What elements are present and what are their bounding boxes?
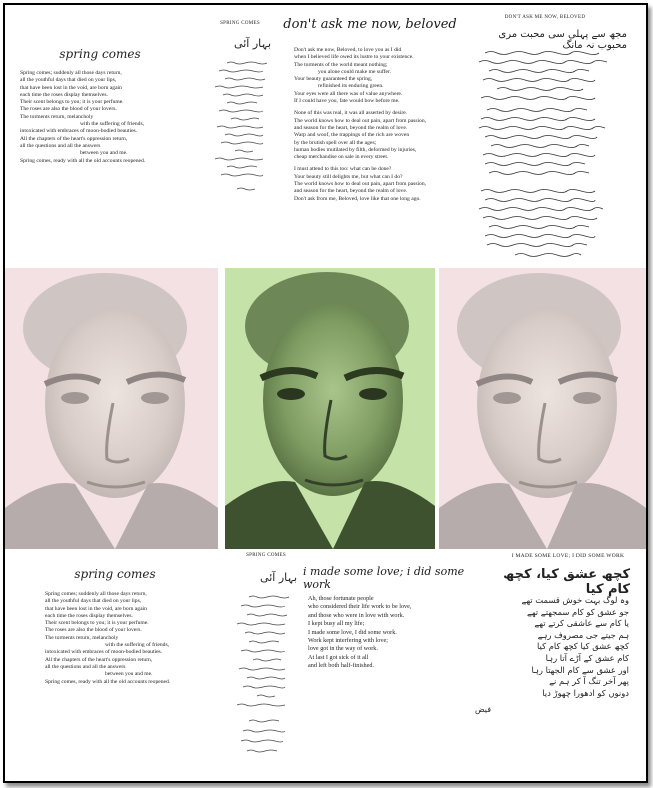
poem-line: The world knows how to deal out pain, apart from passion,	[294, 117, 427, 124]
poem-line: all the youthful days that died on your lips,	[45, 598, 142, 605]
dont-ask-tag: DON'T ASK ME NOW, BELOVED	[504, 15, 586, 20]
portrait-image-left	[5, 268, 218, 549]
spring-comes-poem-bottom	[45, 591, 225, 686]
poem-line: دونوں کو ادھورا چھوڑ دیا	[542, 687, 629, 698]
spring-comes-title: spring comes	[59, 47, 141, 61]
poem-line: each time the roses display themselves.	[20, 91, 108, 98]
dont-ask-title: don't ask me now, beloved	[283, 17, 457, 32]
poem-line: Work kept interfering with love;	[308, 637, 388, 645]
poem-line: Your beauty still delights me, but what can I do?	[294, 173, 403, 180]
poem-line: Your beauty guaranteed the spring,	[294, 76, 373, 83]
urdu-text-block	[475, 47, 625, 259]
poem-line: کچھ عشق کیا کچھ کام کیا	[537, 641, 629, 652]
poem-line: All the chapters of the heart's oppression return,	[45, 656, 153, 663]
poem-line: that have been lost in the void, are born again	[45, 605, 147, 612]
dont-ask-poem	[294, 47, 464, 203]
poem-line: Warp and woof, the trappings of the rich are woven	[294, 132, 410, 139]
spring-comes-tag: SPRING COMES	[220, 21, 260, 26]
poem-line: intoxicated with embraces of moon-bodied beauties.	[45, 649, 163, 656]
poem-line: Spring comes; suddenly all those days return,	[20, 70, 122, 76]
poem-line: The torments return, melancholy	[20, 113, 94, 120]
made-love-urdu-poem	[479, 595, 629, 699]
portrait-image-center	[225, 268, 435, 549]
poem-line: I made some love, I did some work.	[308, 628, 397, 636]
poem-line: all the questions and all the answers	[45, 663, 126, 670]
spring-comes-urdu-poem	[205, 57, 275, 207]
poem-line: love got in the way of work.	[308, 645, 378, 653]
spring-comes-urdu-title-bottom: بہار آئی	[260, 571, 297, 584]
poem-line: all the youthful days that died on your lips,	[20, 77, 117, 84]
poem-line: Don't ask me now, Beloved, to love you as I did	[294, 47, 402, 53]
poem-line: with the suffering of friends,	[105, 642, 170, 649]
poem-line: Their scent belongs to you; it is your perfume.	[20, 99, 124, 106]
poem-line: The roses are also the blood of your lovers.	[20, 106, 117, 113]
poem-line: All the chapters of the heart's oppression return,	[20, 135, 128, 142]
poem-line: ہم جیتے جی مصروف رہے	[537, 629, 629, 640]
urdu-text-block	[205, 57, 275, 207]
spring-comes-title-bottom: spring comes	[74, 567, 156, 581]
poem-line: by the brutish spell over all the ages;	[294, 139, 377, 146]
made-love-poem	[308, 595, 473, 671]
poem-line: Their scent belongs to you; it is your perfume.	[45, 620, 149, 627]
poem-line: Ah, those fortunate people	[308, 595, 374, 602]
poem-line: all the questions and all the answers	[20, 142, 101, 149]
poster	[3, 3, 648, 783]
poem-line: and left both half-finished.	[308, 662, 374, 670]
poem-line: that have been lost in the void, are born again	[20, 84, 122, 91]
poem-line: and season for the heart, beyond the realm of love.	[294, 188, 408, 195]
poem-line: human bodies mutilated by filth, deformed by injuries,	[294, 146, 417, 153]
made-love-urdu-title: کچھ عشق کیا، کچھ کام کیا	[503, 567, 630, 597]
poem-line: None of this was real, it was all asserted by desire.	[294, 110, 408, 117]
dont-ask-urdu-poem	[475, 47, 625, 259]
poem-line: وہ لوگ بہت خوش قسمت تھے	[521, 595, 629, 605]
portrait-panel-left	[5, 268, 218, 549]
poem-line: who considered their life work to be love,	[308, 603, 412, 611]
poem-line: جو عشق کو کام سمجھتے تھے	[527, 606, 629, 617]
poem-line: یا کام سے عاشقی کرتے تھے	[534, 618, 629, 629]
poem-line: I must attend to this too: what can be done?	[294, 166, 392, 173]
poem-line: If I could have you, fate would bow before me.	[294, 98, 400, 105]
poem-line: intoxicated with embraces of moon-bodied beauties.	[20, 128, 138, 135]
poem-line: At last I got sick of it all	[308, 653, 369, 661]
poem-line: The roses are also the blood of your lovers.	[45, 627, 142, 634]
poem-line: Spring comes, ready with all the old accounts reopened.	[45, 678, 171, 685]
made-love-urdu-signature: فیض	[475, 705, 492, 714]
poem-line: and season for the heart, beyond the realm of love.	[294, 124, 408, 131]
poem-line: I kept busy all my life;	[308, 620, 365, 628]
spring-comes-urdu-title: بہار آئی	[234, 37, 271, 50]
poem-line: Don't ask from me, Beloved, love like that one long ago.	[294, 195, 421, 202]
spring-comes-urdu-poem-bottom	[227, 591, 299, 771]
poem-line: you alone could make me suffer.	[318, 68, 391, 75]
poem-line: Spring comes; suddenly all those days return,	[45, 591, 147, 597]
poem-line: اور عشق سے کام الجھتا رہا	[531, 664, 629, 675]
poem-line: between you and me.	[105, 671, 153, 678]
portrait-panel-center	[225, 268, 435, 549]
poem-line: when I believed life owed its lustre to your existence.	[294, 54, 414, 61]
made-love-tag: I MADE SOME LOVE; I DID SOME WORK	[511, 553, 625, 559]
spring-comes-poem	[20, 70, 210, 165]
poem-line: each time the roses display themselves.	[45, 612, 133, 619]
urdu-text-block	[227, 591, 299, 771]
poem-line: The torments return, melancholy	[45, 634, 119, 641]
poem-line: Spring comes, ready with all the old accounts reopened.	[20, 157, 146, 164]
spring-comes-tag-bottom: SPRING COMES	[246, 553, 286, 558]
poem-line: refinished its enduring green.	[318, 83, 384, 90]
poem-line: between you and me.	[80, 150, 128, 157]
poem-line: The world knows how to deal out pain, apart from passion,	[294, 181, 427, 188]
poem-line: cheap merchandise on sale in every street.	[294, 154, 389, 161]
portrait-panel-right	[439, 268, 646, 549]
poem-line: کام عشق کے آڑے آتا رہا	[545, 652, 629, 663]
poem-line: Your eyes were all there was of value anywhere.	[294, 90, 403, 97]
poem-line: The torments of the world meant nothing;	[294, 61, 388, 68]
poem-line: with the suffering of friends,	[80, 121, 145, 128]
poem-line: پھر آخر تنگ آ کر ہم نے	[549, 676, 629, 687]
made-love-title: i made some love; i did some work	[303, 565, 465, 591]
portrait-image-right	[439, 268, 646, 549]
poem-line: and those who were in love with work.	[308, 611, 405, 619]
dont-ask-urdu-title: مجھ سے پہلی سی محبت مری محبوب نہ مانگ	[498, 29, 627, 51]
